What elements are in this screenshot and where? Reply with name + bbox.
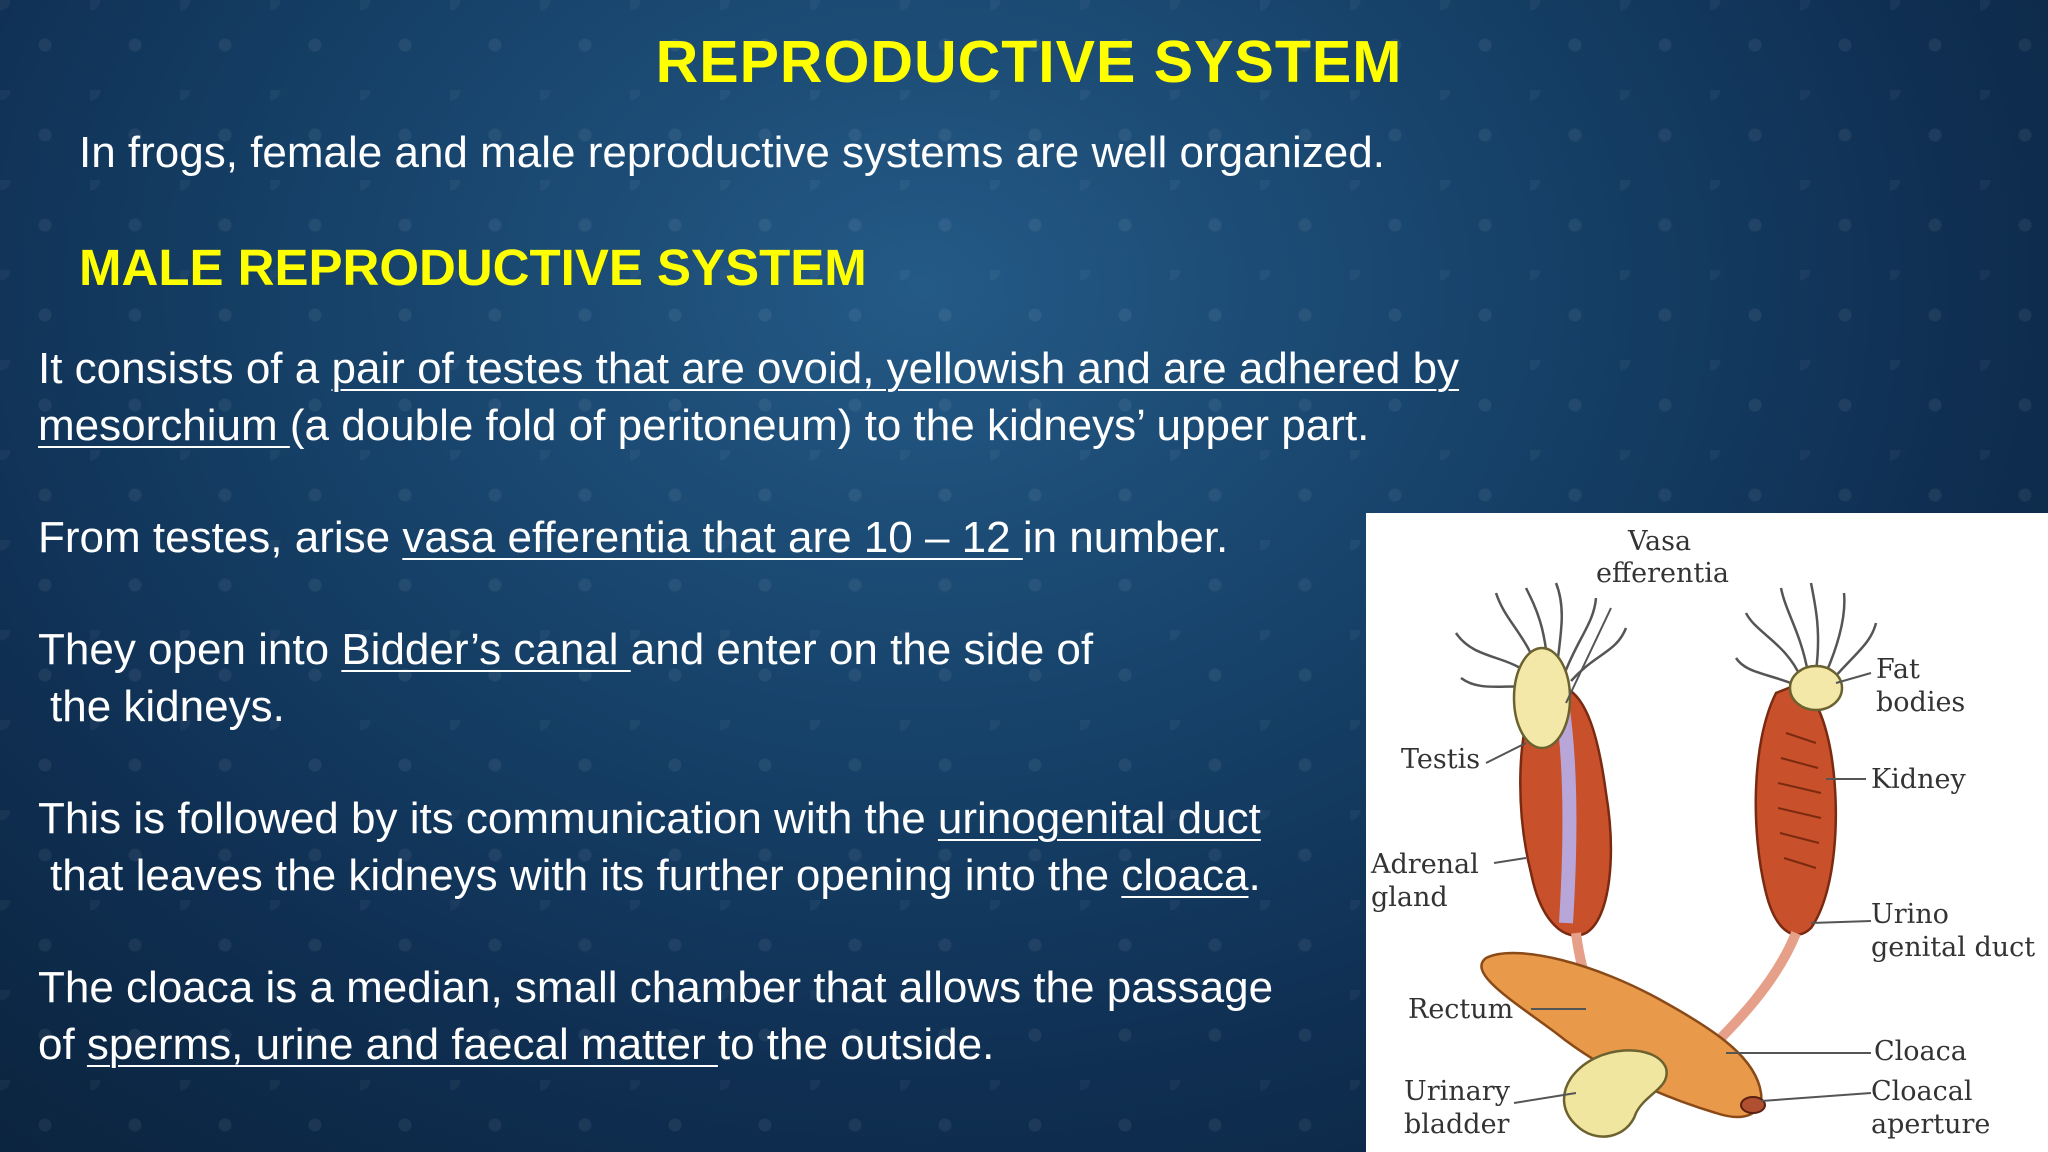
left-bidders-canal [1562, 703, 1569, 923]
label-testis: Testis [1401, 744, 1481, 775]
text-span: of [38, 1020, 87, 1069]
text-span: This is followed by its communication with the [38, 794, 938, 843]
right-urinogenital-duct [1706, 933, 1796, 1053]
right-fat-body-shape [1790, 666, 1842, 710]
text-span: . [1248, 851, 1261, 900]
urinary-bladder-shape [1564, 1050, 1667, 1136]
underlined-text: vasa efferentia that are 10 – 12 [402, 513, 1023, 562]
label-urino: Urino [1871, 899, 1949, 930]
underlined-text: mesorchium [38, 401, 290, 450]
underlined-text: urinogenital duct [937, 794, 1261, 843]
paragraph-cloaca [38, 959, 1273, 1073]
paragraph-testes [38, 340, 1459, 454]
text-span: that leaves the kidneys with its further opening into the [50, 851, 1122, 900]
text-span: the kidneys. [50, 682, 285, 731]
label-rectum: Rectum [1408, 994, 1514, 1025]
intro-text: In frogs, female and male reproductive systems are well organized. [79, 128, 1385, 177]
label-adrenal: Adrenal [1371, 849, 1479, 880]
label-bladder: bladder [1404, 1109, 1510, 1140]
paragraph-bidders-canal [38, 621, 1093, 735]
label-vasa: Vasa [1628, 526, 1692, 557]
underlined-text: sperms, urine and faecal matter [86, 1020, 718, 1069]
text-span: The cloaca is a median, small chamber that allows the passage [38, 963, 1274, 1012]
right-kidney-shape [1756, 685, 1836, 935]
label-urinary: Urinary [1404, 1076, 1510, 1107]
paragraph-urinogenital-duct [38, 790, 1261, 904]
section-heading: MALE REPRODUCTIVE SYSTEM [79, 239, 867, 296]
text-span: It consists of a [38, 344, 332, 393]
label-kidney: Kidney [1871, 764, 1966, 795]
label-bodies: bodies [1876, 687, 1966, 718]
underlined-text: Bidder’s canal [341, 625, 631, 674]
label-genital-duct: genital duct [1871, 932, 2036, 963]
underlined-text: pair of testes that are ovoid, yellowish and are adhered by [331, 344, 1460, 393]
label-cloacal: Cloacal [1871, 1076, 1973, 1107]
label-gland: gland [1371, 882, 1448, 913]
text-span: in number. [1022, 513, 1229, 562]
label-aperture: aperture [1871, 1109, 1991, 1140]
frog-male-reproductive-diagram [1366, 513, 2048, 1152]
cloacal-aperture-shape [1741, 1097, 1765, 1113]
underlined-text: cloaca [1121, 851, 1249, 900]
slide-title: REPRODUCTIVE SYSTEM [655, 29, 1403, 95]
label-fat: Fat [1876, 654, 1920, 685]
label-cloaca: Cloaca [1874, 1036, 1967, 1067]
text-span: to the outside. [717, 1020, 995, 1069]
text-span: and enter on the side of [630, 625, 1094, 674]
text-span: They open into [38, 625, 342, 674]
left-testis-shape [1514, 648, 1570, 748]
paragraph-vasa-efferentia [38, 509, 1228, 566]
text-span: (a double fold of peritoneum) to the kidneys’ upper part. [289, 401, 1370, 450]
text-span: From testes, arise [38, 513, 403, 562]
label-efferentia: efferentia [1596, 558, 1729, 589]
